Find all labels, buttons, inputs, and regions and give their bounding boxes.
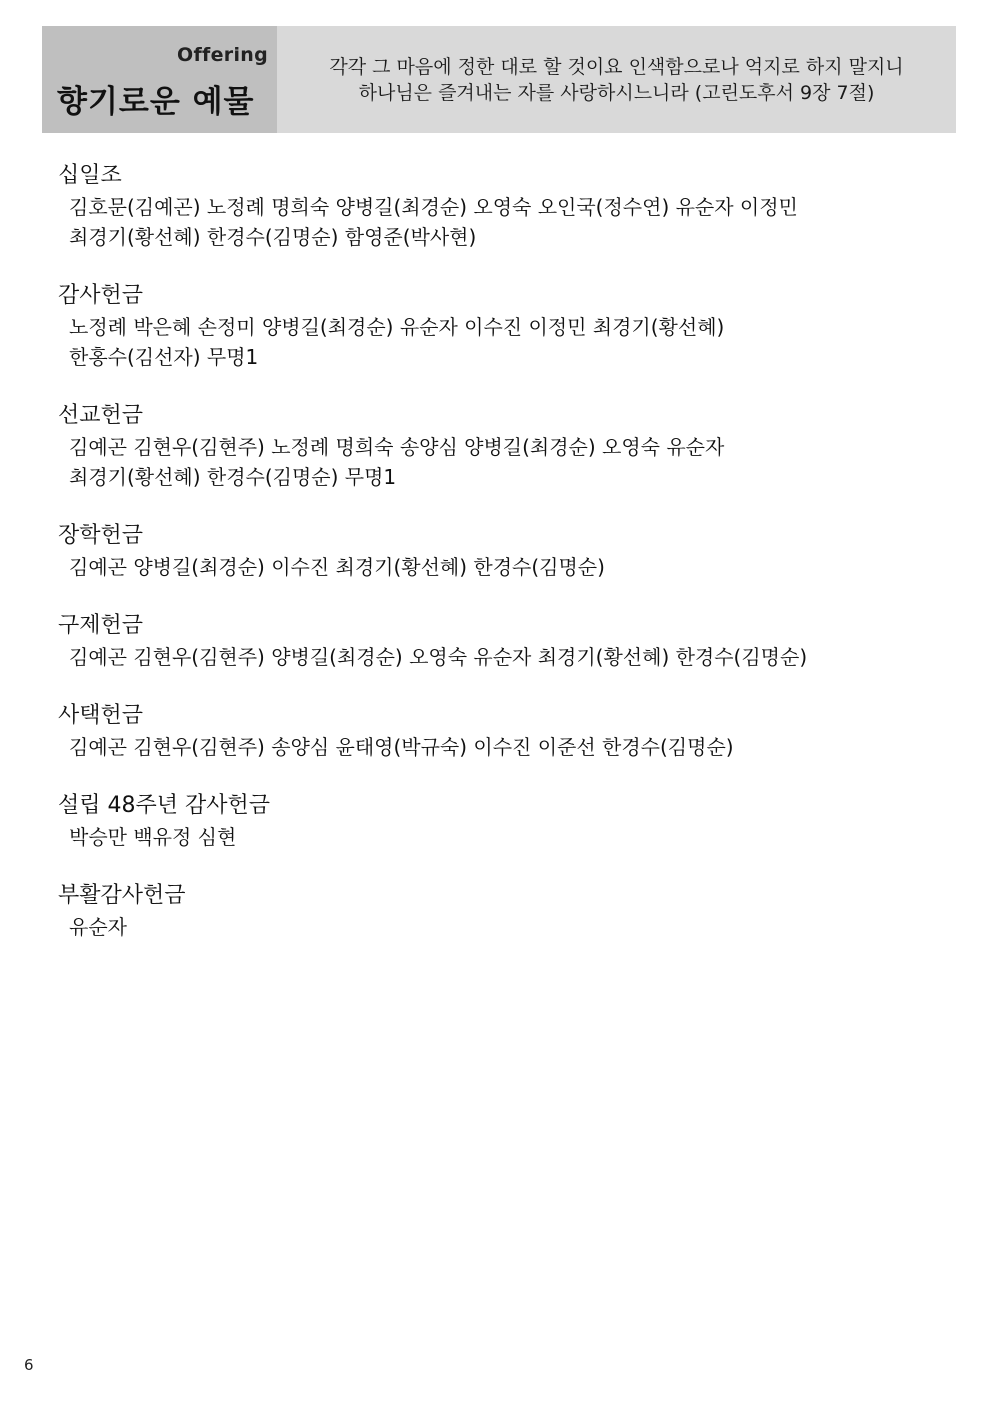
header-verse [277,54,956,106]
section-easter [58,880,938,942]
verse-line-1: 각각 그 마음에 정한 대로 할 것이요 인색함으로나 억지로 하지 말지니 [329,56,904,78]
section-title: 설립 48주년 감사헌금 [58,793,270,818]
section-names [58,912,938,942]
header-banner [42,26,956,133]
section-names [58,732,938,762]
section-tithe [58,160,938,252]
name-line: 김예곤 김현우(김현주) 양병길(최경순) 오영숙 유순자 최경기(황선혜) 한경수(김명순) [69,645,808,669]
name-line: 김예곤 김현우(김현주) 노정례 명희숙 송양심 양병길(최경순) 오영숙 유순자 [69,435,725,459]
section-relief [58,610,938,672]
section-title: 십일조 [58,163,122,188]
name-line: 김호문(김예곤) 노정례 명희숙 양병길(최경순) 오영숙 오인국(정수연) 유순자 이정민 [69,195,798,219]
section-anniversary [58,790,938,852]
name-line: 노정례 박은혜 손정미 양병길(최경순) 유순자 이수진 이정민 최경기(황선혜) [69,315,725,339]
section-title: 장학헌금 [58,523,144,548]
section-names [58,822,938,852]
header-title-ko: 향기로운 예물 [57,84,255,120]
name-line: 김예곤 김현우(김현주) 송양심 윤태영(박규숙) 이수진 이준선 한경수(김명순) [69,735,734,759]
section-mission [58,400,938,492]
section-names [58,312,938,372]
section-title: 선교헌금 [58,403,144,428]
name-line: 김예곤 양병길(최경순) 이수진 최경기(황선혜) 한경수(김명순) [69,555,605,579]
section-scholarship [58,520,938,582]
section-names [58,552,938,582]
section-title: 사택헌금 [58,703,144,728]
section-parsonage [58,700,938,762]
section-names [58,192,938,252]
section-title: 감사헌금 [58,283,144,308]
name-line: 최경기(황선혜) 한경수(김명순) 함영준(박사현) [69,225,477,249]
section-thanksgiving [58,280,938,372]
section-names [58,642,938,672]
section-names [58,432,938,492]
offering-list [58,160,938,970]
section-title: 구제헌금 [58,613,144,638]
page-number: 6 [24,1356,34,1374]
verse-line-2: 하나님은 즐겨내는 자를 사랑하시느니라 (고린도후서 9장 7절) [358,82,875,104]
header-title-box [42,26,277,133]
name-line: 최경기(황선혜) 한경수(김명순) 무명1 [69,465,397,489]
name-line: 유순자 [69,915,127,939]
name-line: 박승만 백유정 심현 [69,825,237,849]
header-title-en: Offering [177,44,268,66]
section-title: 부활감사헌금 [58,883,186,908]
name-line: 한홍수(김선자) 무명1 [69,345,259,369]
